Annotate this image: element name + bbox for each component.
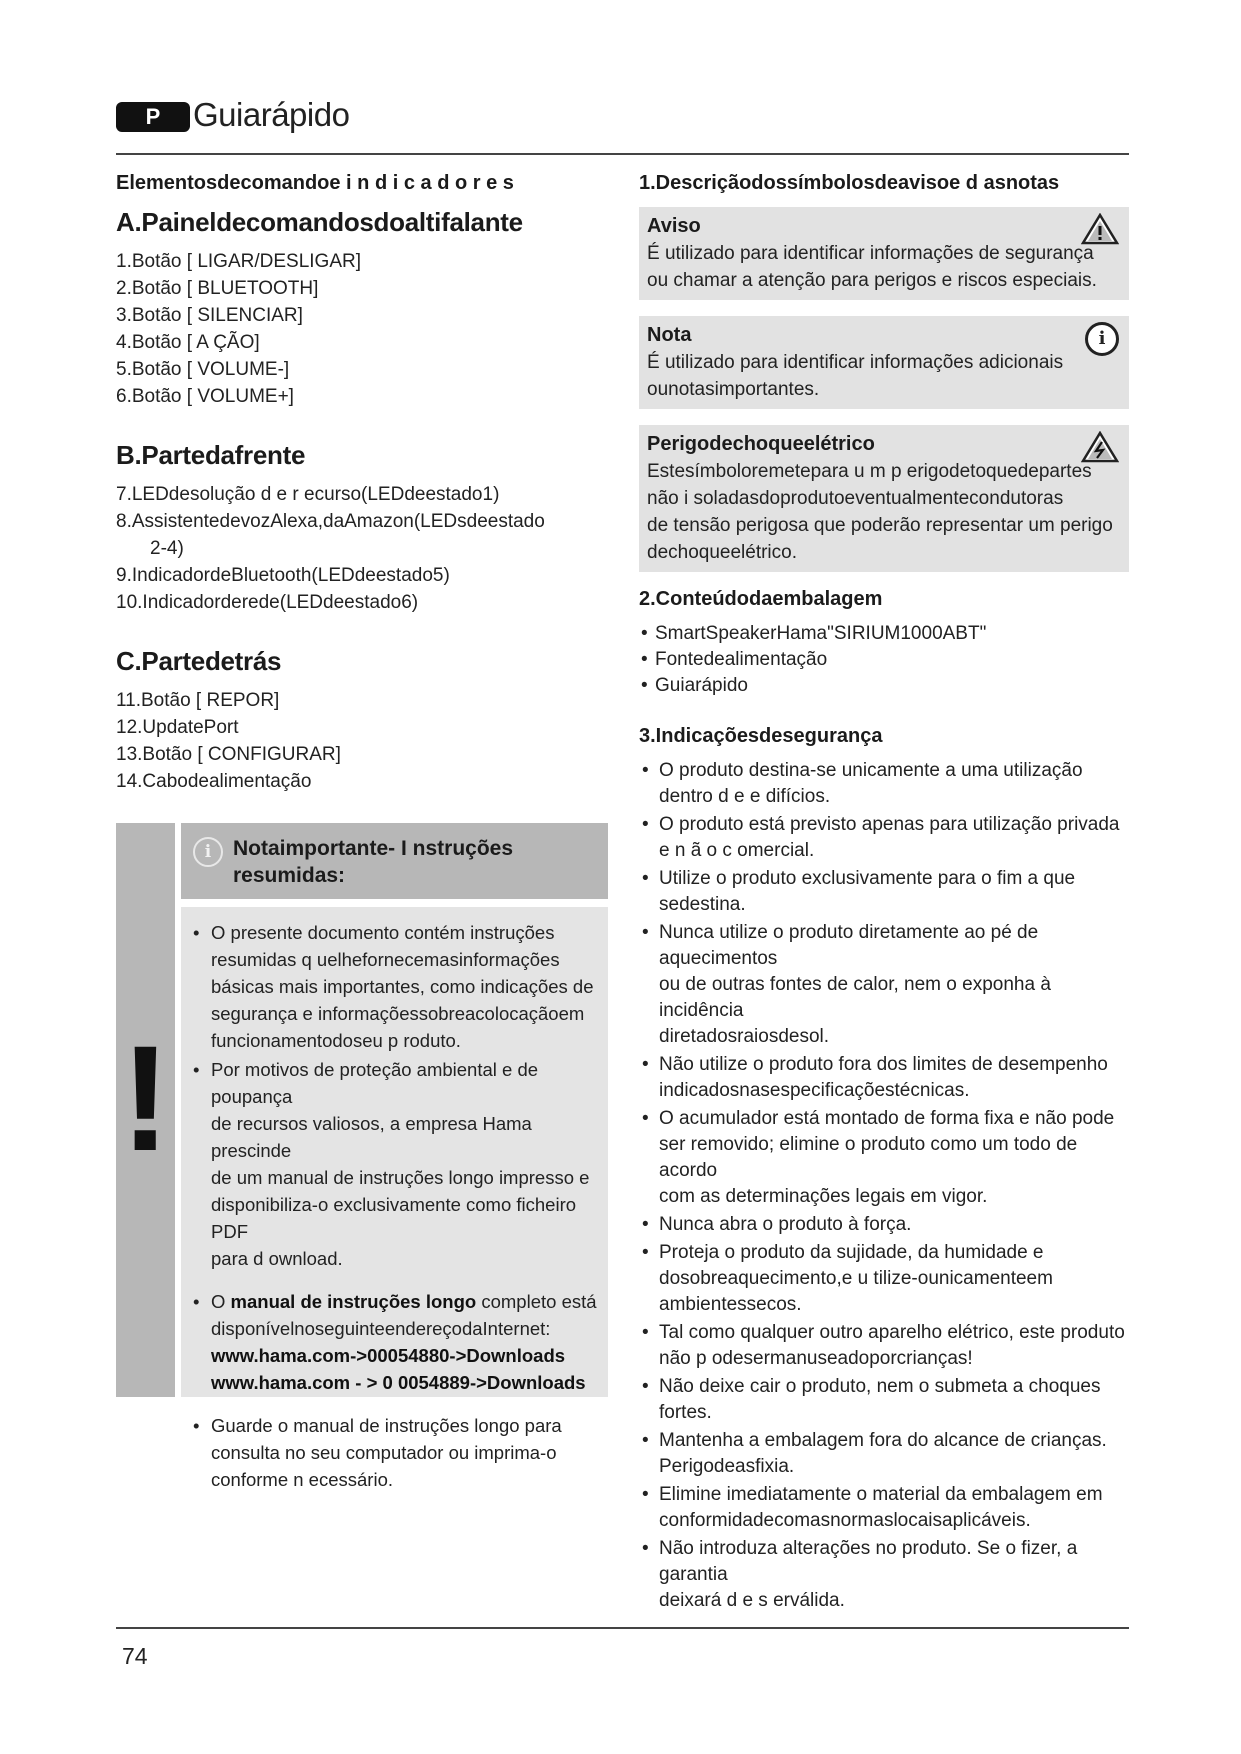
- symbols-heading: 1.Descriçãodossímbolosdeavisoe d asnotas: [639, 172, 1060, 194]
- list-item: 13.Botão [ CONFIGURAR]: [116, 744, 341, 765]
- list-item: • Fontedealimentação: [639, 647, 1129, 673]
- download-link: www.hama.com->00054880->Downloads: [211, 1345, 566, 1366]
- shock-title: Perigodechoqueelétrico: [647, 433, 875, 455]
- section-c-title: C.Partedetrás: [116, 646, 282, 676]
- safety-item: • Mantenha a embalagem fora do alcance de crianças. Perigodeasfixia.: [639, 1428, 1129, 1480]
- download-link: www.hama.com - > 0 0054889->Downloads: [211, 1372, 586, 1393]
- safety-item: • Proteja o produto da sujidade, da humidade e dosobreaquecimento,e u tilize-ounicamenteem ambientessecos.: [639, 1240, 1129, 1318]
- safety-item: • Tal como qualquer outro aparelho elétrico, este produto não p odesermanuseadoporcrianças!: [639, 1320, 1129, 1372]
- controls-subheading: Elementosdecomandoe i n d i c a d o r e s: [116, 172, 514, 194]
- list-item: • Guiarápido: [639, 673, 1129, 699]
- note-title: Notaimportante- I nstruções resumidas:: [233, 837, 514, 887]
- list-item: 5.Botão [ VOLUME-]: [116, 359, 290, 380]
- safety-item: • Nunca utilize o produto diretamente ao pé de aquecimentos ou de outras fontes de calor, nem o exponha à incidência diretadosraiosdesol.: [639, 920, 1129, 1050]
- list-item: 7.LEDdesolução d e r ecurso(LEDdeestado1): [116, 484, 500, 505]
- warning-title: Aviso: [647, 215, 701, 237]
- section-a-title: A.Paineldecomandosdoaltifalante: [116, 207, 523, 237]
- left-column: [116, 172, 616, 1490]
- safety-item: • O produto destina-se unicamente a uma utilização dentro d e e difícios.: [639, 758, 1129, 810]
- list-item: 14.Cabodealimentação: [116, 771, 312, 792]
- important-note-box: [116, 823, 608, 1490]
- list-item: 9.IndicadordeBluetooth(LEDdeestado5): [116, 565, 450, 586]
- list-item: • SmartSpeakerHama"SIRIUM1000ABT": [639, 621, 1129, 647]
- list-item: 6.Botão [ VOLUME+]: [116, 386, 294, 407]
- section-a: [116, 207, 616, 410]
- list-item: 4.Botão [ A ÇÃO]: [116, 332, 260, 353]
- electric-shock-box: Perigodechoqueelétrico Estesímboloremetepara u m p erigodetoquedepartes não i soladasdoprodutoeventualmentecondutoras de tensão perigosa que poderão representar um perigo dechoqueelétrico.: [639, 425, 1129, 572]
- exclamation-icon: !: [120, 1014, 171, 1182]
- safety-item: • Não deixe cair o produto, nem o submeta a choques fortes.: [639, 1374, 1129, 1426]
- list-item: 12.UpdatePort: [116, 717, 239, 738]
- language-badge: P: [116, 102, 190, 132]
- safety-item: • Utilize o produto exclusivamente para o fim a que sedestina.: [639, 866, 1129, 918]
- header-rule: [116, 153, 1129, 155]
- safety-item: • O produto está previsto apenas para utilização privada e n ã o c omercial.: [639, 812, 1129, 864]
- info-icon: i: [193, 837, 223, 867]
- safety-item: • Elimine imediatamente o material da embalagem em conformidadecomasnormaslocaisaplicáveis.: [639, 1482, 1129, 1534]
- note-bullet: • Guarde o manual de instruções longo para consulta no seu computador ou imprima-o conforme n ecessário.: [191, 1412, 601, 1493]
- list-item: 2.Botão [ BLUETOOTH]: [116, 278, 319, 299]
- note-bullet: • O presente documento contém instruções resumidas q uelhefornecemasinformações básicas mais importantes, como indicações de segurança e informaçõessobreacolocaçãoem funcionamentodoseu p roduto.: [191, 919, 601, 1054]
- electric-shock-icon: [1081, 431, 1119, 463]
- note-header: [181, 823, 608, 899]
- note-box: i Nota É utilizado para identificar informações adicionais ounotasimportantes.: [639, 316, 1129, 409]
- safety-item: • Não introduza alterações no produto. Se o fizer, a garantia deixará d e s erválida.: [639, 1536, 1129, 1614]
- contents-heading: 2.Conteúdodaembalagem: [639, 588, 883, 610]
- exclamation-strip: [116, 823, 175, 1397]
- list-item: 8.AssistentedevozAlexa,daAmazon(LEDsdeestado: [116, 511, 545, 532]
- page-number: 74: [122, 1643, 148, 1669]
- safety-item: • Nunca abra o produto à força.: [639, 1212, 1129, 1238]
- footer-rule: [116, 1627, 1129, 1629]
- safety-section: [639, 725, 1129, 1614]
- right-column: [639, 172, 1129, 1616]
- package-contents: [639, 588, 1129, 699]
- section-c: [116, 646, 616, 795]
- info-circle-icon: i: [1085, 322, 1119, 356]
- safety-item: • Não utilize o produto fora dos limites de desempenho indicadosnasespecificaçõestécnicas.: [639, 1052, 1129, 1104]
- page-title: Guiarápido: [193, 96, 350, 133]
- safety-heading: 3.Indicaçõesdesegurança: [639, 725, 883, 747]
- warning-box: Aviso É utilizado para identificar informações de segurança ou chamar a atenção para perigos e riscos especiais.: [639, 207, 1129, 300]
- note-bullet: • Por motivos de proteção ambiental e de poupança de recursos valiosos, a empresa Hama prescinde de um manual de instruções longo impresso e disponibiliza-o exclusivamente como ficheiro PDF para d ownload.: [191, 1056, 601, 1272]
- warning-triangle-icon: [1081, 213, 1119, 245]
- list-item: 10.Indicadorderede(LEDdeestado6): [116, 592, 419, 613]
- section-b: [116, 440, 616, 616]
- list-item: 2-4): [150, 538, 184, 559]
- note-bullet: • O manual de instruções longo completo está disponívelnoseguinteendereçodaInternet: www.hama.com->00054880->Downloads www.hama.com - > 0 0054889->Downloads: [191, 1288, 601, 1396]
- list-item: 1.Botão [ LIGAR/DESLIGAR]: [116, 251, 361, 272]
- safety-item: • O acumulador está montado de forma fixa e não pode ser removido; elimine o produto como um todo de acordo com as determinações legais em vigor.: [639, 1106, 1129, 1210]
- list-item: 11.Botão [ REPOR]: [116, 690, 280, 711]
- note-body: [181, 907, 608, 1490]
- section-b-title: B.Partedafrente: [116, 440, 306, 470]
- note-title: Nota: [647, 324, 692, 346]
- list-item: 3.Botão [ SILENCIAR]: [116, 305, 303, 326]
